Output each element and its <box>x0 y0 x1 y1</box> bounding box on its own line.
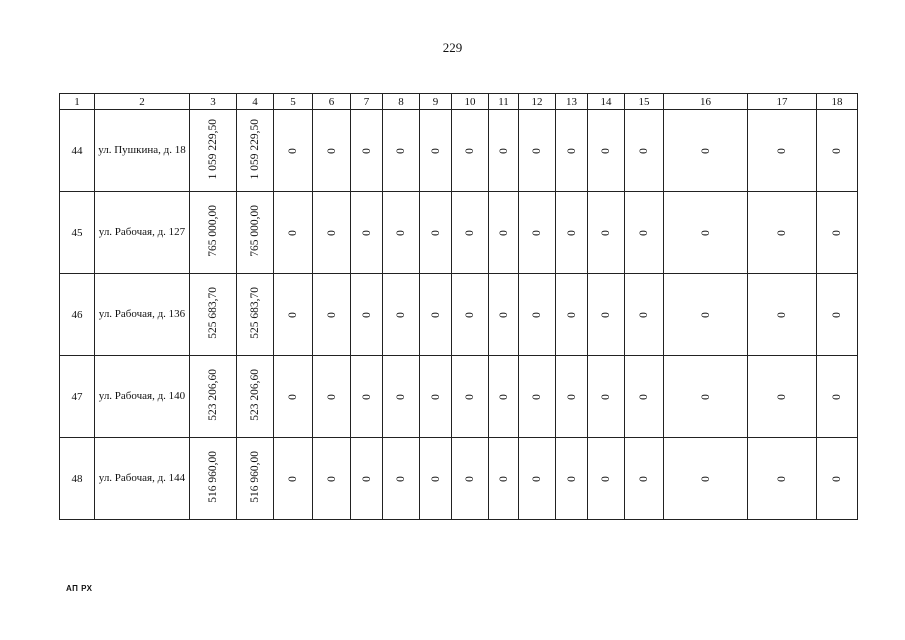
zero-cell <box>383 110 420 192</box>
column-header-6: 6 <box>313 94 351 110</box>
zero-cell <box>748 192 817 274</box>
zero-value: 0 <box>360 311 373 318</box>
zero-value: 0 <box>325 311 338 318</box>
zero-value: 0 <box>325 147 338 154</box>
zero-value: 0 <box>287 475 299 482</box>
zero-cell <box>489 110 519 192</box>
header-row <box>60 94 858 110</box>
zero-cell <box>274 438 313 520</box>
zero-cell <box>420 274 452 356</box>
zero-cell <box>664 356 748 438</box>
zero-cell <box>313 356 351 438</box>
zero-value: 0 <box>699 475 712 482</box>
amount-value: 523 206,60 <box>207 369 219 421</box>
zero-cell <box>351 110 383 192</box>
zero-cell <box>588 110 625 192</box>
amount-cell <box>190 274 237 356</box>
amount-value: 516 960,00 <box>249 451 261 503</box>
zero-value: 0 <box>565 229 578 236</box>
row-number: 44 <box>60 110 95 192</box>
table-row <box>60 110 858 192</box>
column-header-15: 15 <box>625 94 664 110</box>
zero-value: 0 <box>464 475 476 482</box>
zero-value: 0 <box>638 147 650 154</box>
zero-value: 0 <box>464 393 476 400</box>
zero-value: 0 <box>497 229 510 236</box>
zero-value: 0 <box>531 229 543 236</box>
zero-cell <box>274 356 313 438</box>
zero-cell <box>556 274 588 356</box>
zero-cell <box>519 274 556 356</box>
zero-cell <box>748 356 817 438</box>
column-header-17: 17 <box>748 94 817 110</box>
zero-cell <box>452 438 489 520</box>
amount-cell <box>237 274 274 356</box>
zero-cell <box>625 438 664 520</box>
zero-cell <box>625 356 664 438</box>
amount-cell <box>190 192 237 274</box>
zero-value: 0 <box>395 311 407 318</box>
zero-value: 0 <box>395 147 407 154</box>
amount-value: 525 683,70 <box>249 287 261 339</box>
zero-value: 0 <box>776 147 788 154</box>
amount-value: 1 059 229,50 <box>249 118 261 180</box>
column-header-9: 9 <box>420 94 452 110</box>
row-number: 45 <box>60 192 95 274</box>
column-header-10: 10 <box>452 94 489 110</box>
zero-value: 0 <box>831 147 843 154</box>
zero-cell <box>625 274 664 356</box>
address-cell: ул. Рабочая, д. 144 <box>95 438 190 520</box>
zero-value: 0 <box>776 393 788 400</box>
zero-cell <box>556 356 588 438</box>
table-row <box>60 438 858 520</box>
zero-value: 0 <box>531 393 543 400</box>
zero-value: 0 <box>360 147 373 154</box>
zero-value: 0 <box>287 229 299 236</box>
address-cell: ул. Рабочая, д. 127 <box>95 192 190 274</box>
zero-value: 0 <box>360 475 373 482</box>
zero-value: 0 <box>395 475 407 482</box>
zero-value: 0 <box>699 229 712 236</box>
column-header-14: 14 <box>588 94 625 110</box>
amount-cell <box>237 438 274 520</box>
column-header-16: 16 <box>664 94 748 110</box>
zero-value: 0 <box>464 311 476 318</box>
zero-value: 0 <box>360 229 373 236</box>
amount-cell <box>237 356 274 438</box>
zero-cell <box>313 438 351 520</box>
zero-cell <box>519 110 556 192</box>
zero-value: 0 <box>699 393 712 400</box>
zero-cell <box>489 274 519 356</box>
address-cell: ул. Пушкина, д. 18 <box>95 110 190 192</box>
table-row <box>60 274 858 356</box>
zero-value: 0 <box>565 393 578 400</box>
column-header-1: 1 <box>60 94 95 110</box>
zero-value: 0 <box>325 229 338 236</box>
zero-value: 0 <box>600 311 612 318</box>
amount-cell <box>237 110 274 192</box>
amount-value: 525 683,70 <box>207 287 219 339</box>
table-row <box>60 192 858 274</box>
zero-cell <box>383 438 420 520</box>
zero-value: 0 <box>638 311 650 318</box>
zero-cell <box>664 438 748 520</box>
zero-value: 0 <box>429 311 442 318</box>
amount-cell <box>190 438 237 520</box>
zero-cell <box>313 274 351 356</box>
zero-value: 0 <box>776 475 788 482</box>
zero-cell <box>351 438 383 520</box>
column-header-3: 3 <box>190 94 237 110</box>
zero-cell <box>383 192 420 274</box>
zero-cell <box>452 356 489 438</box>
amount-value: 1 059 229,50 <box>207 118 219 180</box>
zero-cell <box>420 192 452 274</box>
zero-cell <box>817 438 858 520</box>
column-header-4: 4 <box>237 94 274 110</box>
zero-value: 0 <box>600 475 612 482</box>
zero-value: 0 <box>429 475 442 482</box>
amount-value: 765 000,00 <box>249 205 261 257</box>
zero-value: 0 <box>600 147 612 154</box>
zero-cell <box>274 192 313 274</box>
zero-value: 0 <box>429 393 442 400</box>
row-number: 47 <box>60 356 95 438</box>
zero-value: 0 <box>531 311 543 318</box>
zero-cell <box>420 110 452 192</box>
zero-cell <box>452 192 489 274</box>
zero-value: 0 <box>776 229 788 236</box>
zero-value: 0 <box>464 229 476 236</box>
zero-cell <box>664 192 748 274</box>
column-header-18: 18 <box>817 94 858 110</box>
zero-value: 0 <box>325 393 338 400</box>
amount-cell <box>237 192 274 274</box>
column-header-8: 8 <box>383 94 420 110</box>
zero-value: 0 <box>831 393 843 400</box>
amount-value: 523 206,60 <box>249 369 261 421</box>
zero-value: 0 <box>395 393 407 400</box>
zero-value: 0 <box>287 147 299 154</box>
zero-cell <box>351 274 383 356</box>
column-header-5: 5 <box>274 94 313 110</box>
page-number: 229 <box>442 40 463 55</box>
zero-value: 0 <box>565 147 578 154</box>
zero-value: 0 <box>699 147 712 154</box>
zero-value: 0 <box>287 393 299 400</box>
row-number: 48 <box>60 438 95 520</box>
zero-value: 0 <box>638 229 650 236</box>
zero-cell <box>351 192 383 274</box>
zero-cell <box>556 192 588 274</box>
zero-value: 0 <box>464 147 476 154</box>
zero-value: 0 <box>600 229 612 236</box>
zero-value: 0 <box>831 475 843 482</box>
zero-value: 0 <box>325 475 338 482</box>
zero-cell <box>588 356 625 438</box>
zero-cell <box>420 438 452 520</box>
zero-value: 0 <box>776 311 788 318</box>
zero-value: 0 <box>565 311 578 318</box>
zero-value: 0 <box>497 311 510 318</box>
zero-value: 0 <box>395 229 407 236</box>
zero-cell <box>748 110 817 192</box>
zero-cell <box>556 110 588 192</box>
zero-cell <box>420 356 452 438</box>
zero-cell <box>452 274 489 356</box>
data-table <box>59 93 858 520</box>
row-number: 46 <box>60 274 95 356</box>
zero-value: 0 <box>429 147 442 154</box>
zero-cell <box>817 356 858 438</box>
amount-cell <box>190 110 237 192</box>
zero-cell <box>519 356 556 438</box>
zero-value: 0 <box>429 229 442 236</box>
zero-value: 0 <box>699 311 712 318</box>
zero-cell <box>556 438 588 520</box>
zero-cell <box>313 110 351 192</box>
zero-cell <box>274 274 313 356</box>
zero-cell <box>351 356 383 438</box>
footer-mark: АП РХ <box>66 584 93 593</box>
address-cell: ул. Рабочая, д. 140 <box>95 356 190 438</box>
zero-cell <box>489 356 519 438</box>
zero-cell <box>748 438 817 520</box>
zero-cell <box>664 110 748 192</box>
amount-value: 765 000,00 <box>207 205 219 257</box>
zero-value: 0 <box>638 475 650 482</box>
zero-cell <box>489 192 519 274</box>
address-cell: ул. Рабочая, д. 136 <box>95 274 190 356</box>
zero-value: 0 <box>565 475 578 482</box>
zero-cell <box>817 110 858 192</box>
zero-value: 0 <box>638 393 650 400</box>
amount-value: 516 960,00 <box>207 451 219 503</box>
zero-value: 0 <box>497 147 510 154</box>
zero-value: 0 <box>831 229 843 236</box>
zero-cell <box>588 192 625 274</box>
amount-cell <box>190 356 237 438</box>
zero-cell <box>588 274 625 356</box>
zero-cell <box>519 192 556 274</box>
zero-value: 0 <box>497 475 510 482</box>
zero-value: 0 <box>531 147 543 154</box>
zero-cell <box>383 356 420 438</box>
zero-cell <box>664 274 748 356</box>
column-header-7: 7 <box>351 94 383 110</box>
zero-cell <box>748 274 817 356</box>
zero-cell <box>489 438 519 520</box>
zero-value: 0 <box>360 393 373 400</box>
zero-cell <box>817 274 858 356</box>
zero-cell <box>519 438 556 520</box>
zero-value: 0 <box>600 393 612 400</box>
zero-cell <box>313 192 351 274</box>
zero-cell <box>452 110 489 192</box>
zero-cell <box>625 192 664 274</box>
zero-value: 0 <box>287 311 299 318</box>
zero-cell <box>625 110 664 192</box>
table-row <box>60 356 858 438</box>
zero-cell <box>383 274 420 356</box>
zero-value: 0 <box>831 311 843 318</box>
column-header-11: 11 <box>489 94 519 110</box>
column-header-12: 12 <box>519 94 556 110</box>
zero-cell <box>588 438 625 520</box>
zero-cell <box>274 110 313 192</box>
column-header-13: 13 <box>556 94 588 110</box>
zero-value: 0 <box>531 475 543 482</box>
column-header-2: 2 <box>95 94 190 110</box>
zero-value: 0 <box>497 393 510 400</box>
zero-cell <box>817 192 858 274</box>
